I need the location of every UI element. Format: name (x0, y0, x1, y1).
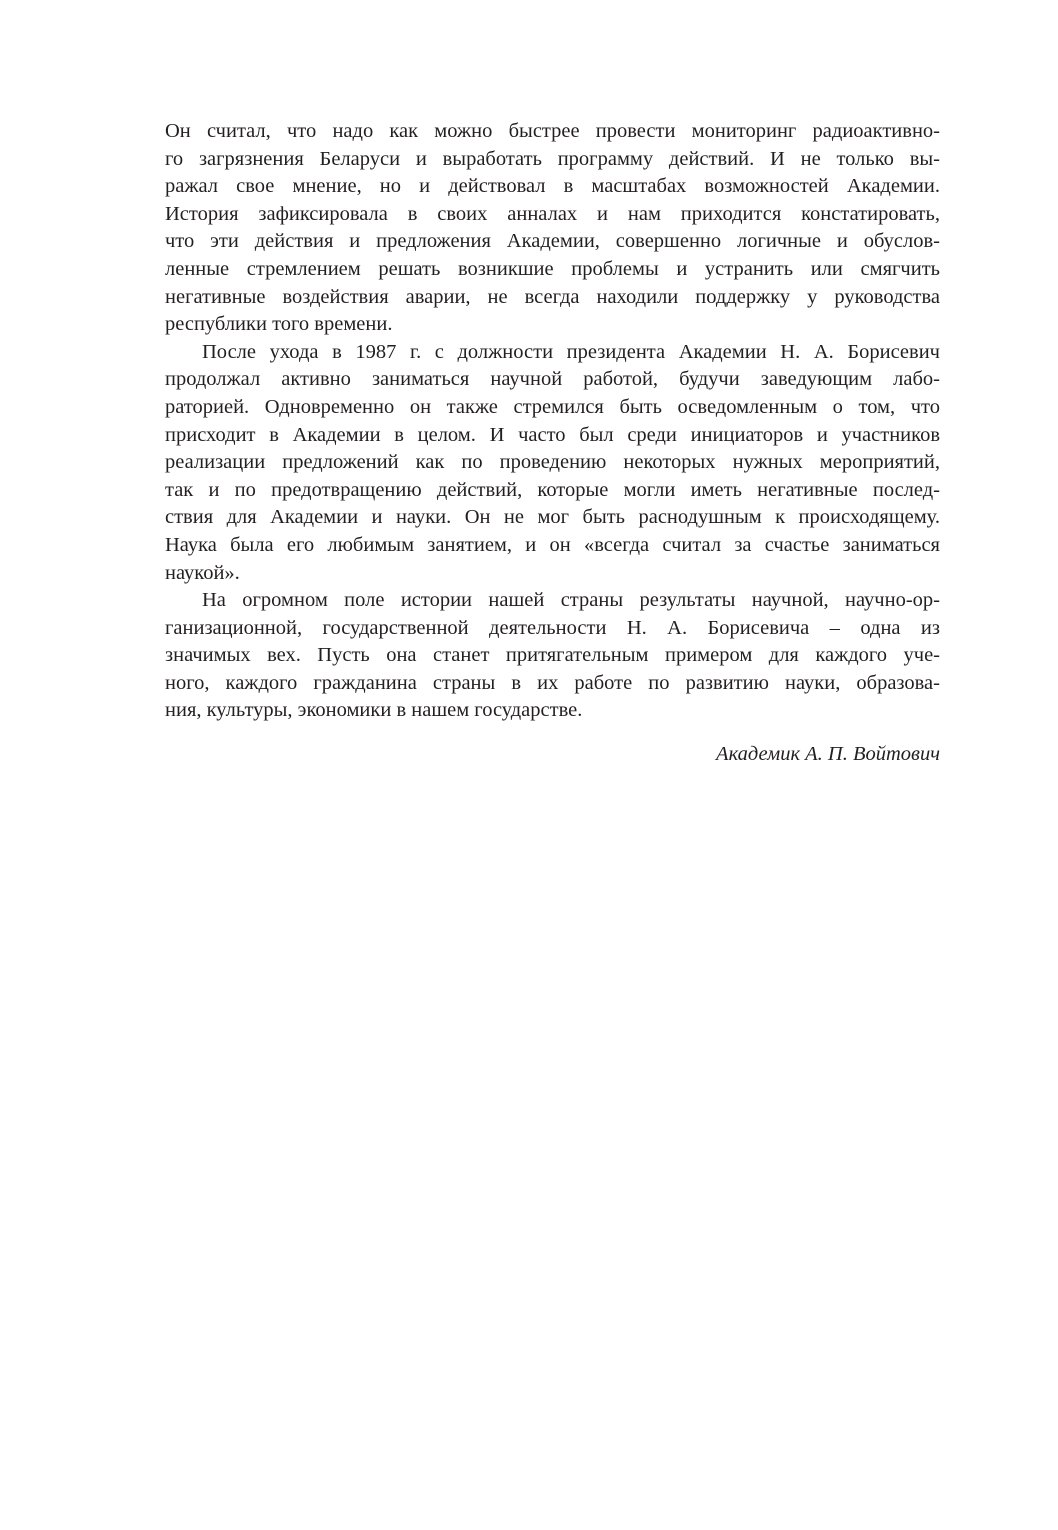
text-line: присходит в Академии в целом. И часто был среди инициаторов и участников (165, 423, 940, 446)
text-line: ленные стремлением решать возникшие проблемы и устранить или смягчить (165, 257, 940, 280)
text-line: реализации предложений как по проведению некоторых нужных мероприятий, (165, 451, 940, 474)
body-text (165, 118, 940, 725)
paragraph-2 (165, 339, 940, 587)
text-line: так и по предотвращению действий, которые могли иметь негативные послед- (165, 478, 940, 501)
text-line: раторией. Одновременно он также стремился быть осведомленным о том, что (165, 395, 940, 418)
text-line: республики того времени. (165, 313, 393, 336)
text-line: ганизационной, государственной деятельности Н. А. Борисевича – одна из (165, 616, 940, 639)
text-line: продолжал активно заниматься научной работой, будучи заведующим лабо- (165, 368, 940, 391)
text-line: наукой». (165, 561, 240, 584)
text-line: го загрязнения Беларуси и выработать программу действий. И не только вы- (165, 147, 940, 170)
text-line: На огромном поле истории нашей страны результаты научной, научно-ор- (202, 589, 940, 612)
text-line: История зафиксировала в своих анналах и нам приходится констатировать, (165, 202, 940, 225)
paragraph-1 (165, 118, 940, 339)
text-line: Наука была его любимым занятием, и он «всегда считал за счастье заниматься (165, 533, 940, 556)
text-line: После ухода в 1987 г. с должности президента Академии Н. А. Борисевич (202, 340, 940, 363)
text-line: негативные воздействия аварии, не всегда находили поддержку у руководства (165, 285, 940, 308)
text-line: ражал свое мнение, но и действовал в масштабах возможностей Академии. (165, 175, 940, 198)
signature: Академик А. П. Войтович (716, 743, 940, 765)
text-line: ствия для Академии и науки. Он не мог быть раснодушным к происходящему. (165, 506, 940, 529)
text-line: ного, каждого гражданина страны в их работе по развитию науки, образова- (165, 671, 940, 694)
text-line: ния, культуры, экономики в нашем государстве. (165, 699, 583, 722)
text-line: Он считал, что надо как можно быстрее провести мониторинг радиоактивно- (165, 120, 940, 142)
paragraph-3 (165, 587, 940, 725)
text-line: что эти действия и предложения Академии, совершенно логичные и обуслов- (165, 230, 940, 253)
text-line: значимых вех. Пусть она станет притягательным примером для каждого уче- (165, 644, 940, 667)
